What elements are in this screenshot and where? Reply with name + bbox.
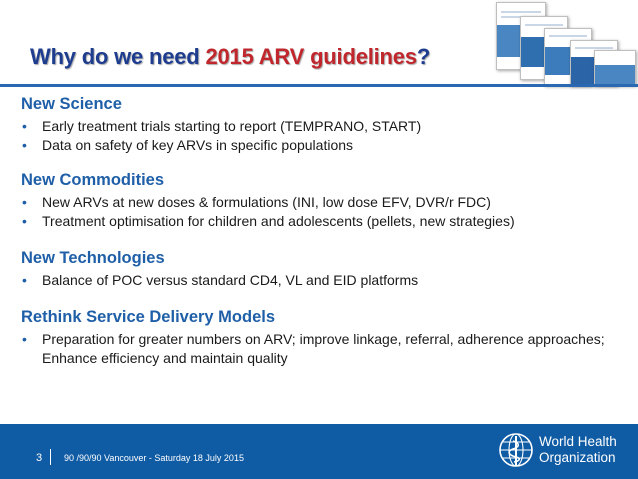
who-emblem-icon <box>497 431 535 469</box>
section-heading: New Science <box>21 95 122 113</box>
footer-text: 90 /90/90 Vancouver - Saturday 18 July 2015 <box>64 453 244 463</box>
logo-line-1: World Health <box>539 434 617 449</box>
slide-footer <box>0 424 638 479</box>
bullet-icon: • <box>22 137 27 153</box>
bullet-text: Data on safety of key ARVs in specific populations <box>42 137 354 153</box>
bullet-text: New ARVs at new doses & formulations (INI, low dose EFV, DVR/r FDC) <box>42 194 491 210</box>
slide-content <box>21 93 621 368</box>
bullet-item <box>21 136 621 155</box>
bullet-icon: • <box>22 272 27 288</box>
section-heading: New Commodities <box>21 171 165 189</box>
guideline-document-thumbnails <box>490 0 638 84</box>
bullet-icon: • <box>22 194 27 210</box>
bullet-icon: • <box>22 331 27 347</box>
bullet-item <box>21 117 621 136</box>
bullet-text: Balance of POC versus standard CD4, VL and EID platforms <box>42 272 419 288</box>
logo-line-2: Organization <box>539 450 616 465</box>
bullet-item <box>21 271 621 290</box>
document-thumbnail <box>594 50 636 86</box>
section-service-delivery <box>21 306 621 368</box>
bullet-icon: • <box>22 118 27 134</box>
section-new-commodities <box>21 169 621 231</box>
section-heading: New Technologies <box>21 249 165 267</box>
slide-title <box>30 44 430 70</box>
bullet-icon: • <box>22 213 27 229</box>
footer-separator <box>50 449 51 465</box>
bullet-text: Treatment optimisation for children and adolescents (pellets, new strategies) <box>42 213 515 229</box>
bullet-item <box>21 212 621 231</box>
title-highlight: 2015 ARV guidelines <box>205 44 417 69</box>
title-divider <box>0 84 638 87</box>
bullet-text: Preparation for greater numbers on ARV; improve linkage, referral, adherence approaches; Enhance efficiency and maintain quality <box>42 331 605 366</box>
bullet-item <box>21 330 621 368</box>
section-heading: Rethink Service Delivery Models <box>21 308 276 326</box>
title-suffix: ? <box>416 44 431 69</box>
section-new-science <box>21 93 621 155</box>
title-prefix: Why do we need <box>30 44 206 69</box>
who-logo <box>497 430 629 470</box>
page-number: 3 <box>36 452 43 464</box>
bullet-item <box>21 193 621 212</box>
who-logo-text <box>539 434 617 466</box>
bullet-text: Early treatment trials starting to report (TEMPRANO, START) <box>42 118 422 134</box>
section-new-technologies <box>21 247 621 290</box>
